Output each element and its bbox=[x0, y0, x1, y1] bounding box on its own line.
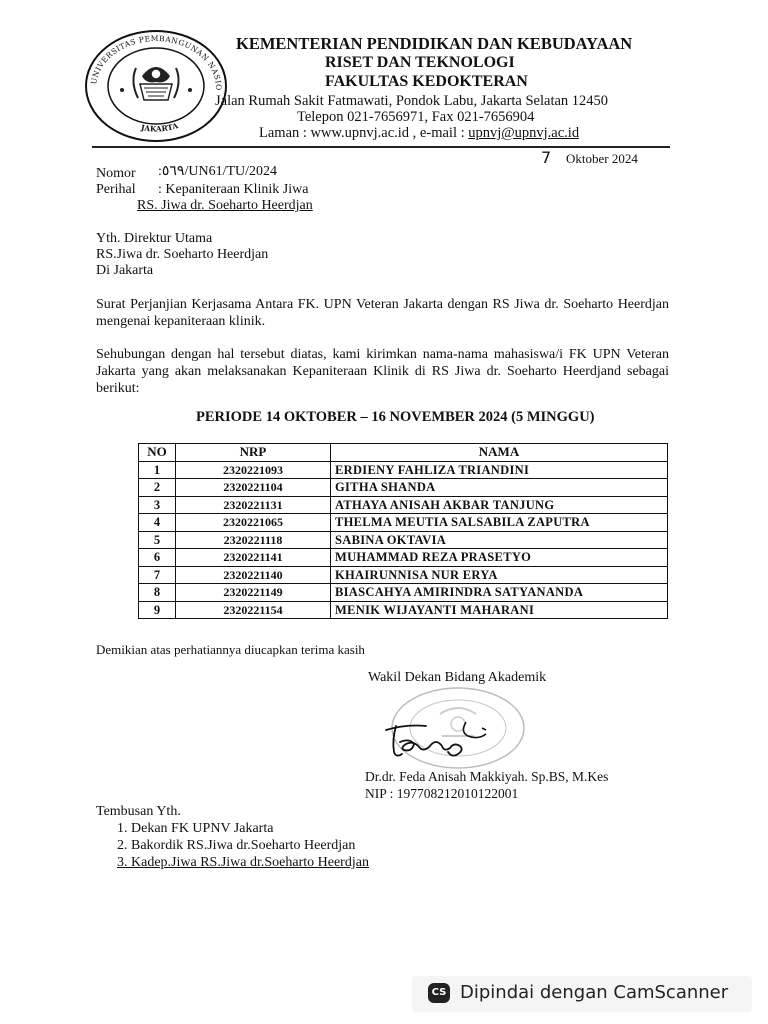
cell-nama: ERDIENY FAHLIZA TRIANDINI bbox=[331, 461, 668, 479]
cell-no: 2 bbox=[139, 479, 176, 497]
web-prefix: Laman : www.upnvj.ac.id , e-mail : bbox=[259, 125, 469, 141]
cc-list bbox=[117, 820, 369, 871]
list-item: 2. Bakordik RS.Jiwa dr.Soeharto Heerdjan bbox=[117, 838, 356, 853]
cell-no: 8 bbox=[139, 584, 176, 602]
faculty-name: FAKULTAS KEDOKTERAN bbox=[325, 73, 528, 90]
phone-line: Telepon 021-7656971, Fax 021-7656904 bbox=[297, 109, 535, 125]
cell-nama: MUHAMMAD REZA PRASETYO bbox=[331, 549, 668, 567]
table-row bbox=[139, 531, 668, 549]
cell-no: 7 bbox=[139, 566, 176, 584]
recipient-line3: Di Jakarta bbox=[96, 263, 154, 278]
student-table bbox=[138, 443, 668, 619]
period-heading: PERIODE 14 OKTOBER – 16 NOVEMBER 2024 (5 MINGGU) bbox=[196, 409, 595, 425]
table-row bbox=[139, 549, 668, 567]
nomor-value: :٥٦٩/UN61/TU/2024 bbox=[158, 164, 278, 179]
cell-nama: BIASCAHYA AMIRINDRA SATYANANDA bbox=[331, 584, 668, 602]
camscanner-logo-icon: CS bbox=[428, 983, 450, 1003]
cell-no: 6 bbox=[139, 549, 176, 567]
cell-no: 1 bbox=[139, 461, 176, 479]
table-row bbox=[139, 479, 668, 497]
closing-text: Demikian atas perhatiannya diucapkan terima kasih bbox=[96, 642, 365, 657]
body-paragraph-2: Sehubungan dengan hal tersebut diatas, kami kirimkan nama-nama mahasiswa/i FK UPN Veteran Jakarta yang akan melaksanakan Kepaniteraan Klinik di RS Jiwa dr. Soeharto Heerdjand sebagai berikut: bbox=[96, 347, 669, 396]
cell-nrp: 2320221149 bbox=[176, 584, 331, 602]
cell-nama: ATHAYA ANISAH AKBAR TANJUNG bbox=[331, 496, 668, 514]
table-header-row bbox=[139, 444, 668, 462]
cell-no: 9 bbox=[139, 601, 176, 619]
cell-nrp: 2320221093 bbox=[176, 461, 331, 479]
perihal-value: : Kepaniteraan Klinik Jiwa bbox=[158, 182, 309, 197]
cell-nrp: 2320221131 bbox=[176, 496, 331, 514]
handwritten-signature-icon bbox=[378, 712, 508, 764]
perihal-label: Perihal bbox=[96, 182, 136, 197]
cell-nama: MENIK WIJAYANTI MAHARANI bbox=[331, 601, 668, 619]
signatory-title: Wakil Dekan Bidang Akademik bbox=[368, 670, 547, 685]
signatory-name: Dr.dr. Feda Anisah Makkiyah. Sp.BS, M.Kes bbox=[365, 769, 609, 784]
table-row bbox=[139, 496, 668, 514]
cell-nrp: 2320221118 bbox=[176, 531, 331, 549]
recipient-line1: Yth. Direktur Utama bbox=[96, 231, 213, 246]
svg-text:JAKARTA: JAKARTA bbox=[140, 121, 180, 134]
table-row bbox=[139, 584, 668, 602]
table-row bbox=[139, 601, 668, 619]
cell-nrp: 2320221141 bbox=[176, 549, 331, 567]
cell-nama: KHAIRUNNISA NUR ERYA bbox=[331, 566, 668, 584]
date-day: 7 bbox=[541, 148, 552, 167]
col-header-nama: NAMA bbox=[331, 444, 668, 462]
recipient-line2: RS.Jiwa dr. Soeharto Heerdjan bbox=[96, 247, 269, 262]
list-item: 1. Dekan FK UPNV Jakarta bbox=[117, 821, 274, 836]
svg-text:UNIVERSITAS PEMBANGUNAN NASION: UNIVERSITAS PEMBANGUNAN NASIO bbox=[89, 33, 224, 91]
cell-nama: SABINA OKTAVIA bbox=[331, 531, 668, 549]
scanner-watermark-text: Dipindai dengan CamScanner bbox=[460, 982, 729, 1003]
cell-no: 3 bbox=[139, 496, 176, 514]
ministry-line2: RISET DAN TEKNOLOGI bbox=[325, 54, 515, 71]
signature-scribble bbox=[378, 712, 508, 764]
col-header-no: NO bbox=[139, 444, 176, 462]
body-paragraph-1: Surat Perjanjian Kerjasama Antara FK. UPN Veteran Jakarta dengan RS Jiwa dr. Soeharto Heerdjan mengenai kepaniteraan klinik. bbox=[96, 297, 669, 329]
address-line: Jalan Rumah Sakit Fatmawati, Pondok Labu, Jakarta Selatan 12450 bbox=[215, 93, 609, 109]
cell-nrp: 2320221065 bbox=[176, 514, 331, 532]
date-month-year: Oktober 2024 bbox=[566, 151, 638, 166]
email-link[interactable]: upnvj@upnvj.ac.id bbox=[468, 125, 580, 141]
nomor-label: Nomor bbox=[96, 166, 136, 181]
col-header-nrp: NRP bbox=[176, 444, 331, 462]
letterhead-divider bbox=[92, 146, 670, 148]
table-row bbox=[139, 566, 668, 584]
cc-heading: Tembusan Yth. bbox=[96, 804, 181, 819]
cell-no: 5 bbox=[139, 531, 176, 549]
table-row bbox=[139, 461, 668, 479]
university-seal-icon bbox=[82, 28, 232, 146]
perihal-value-hospital: RS. Jiwa dr. Soeharto Heerdjan bbox=[137, 198, 313, 213]
university-logo bbox=[82, 28, 232, 146]
list-item: 3. Kadep.Jiwa RS.Jiwa dr.Soeharto Heerdjan bbox=[117, 855, 369, 870]
signatory-nip: NIP : 197708212010122001 bbox=[365, 786, 519, 801]
cell-no: 4 bbox=[139, 514, 176, 532]
ministry-line1: KEMENTERIAN PENDIDIKAN DAN KEBUDAYAAN bbox=[236, 34, 633, 53]
cell-nrp: 2320221154 bbox=[176, 601, 331, 619]
cell-nama: GITHA SHANDA bbox=[331, 479, 668, 497]
cell-nrp: 2320221140 bbox=[176, 566, 331, 584]
cell-nrp: 2320221104 bbox=[176, 479, 331, 497]
web-email-line bbox=[259, 125, 579, 142]
table-row bbox=[139, 514, 668, 532]
cell-nama: THELMA MEUTIA SALSABILA ZAPUTRA bbox=[331, 514, 668, 532]
